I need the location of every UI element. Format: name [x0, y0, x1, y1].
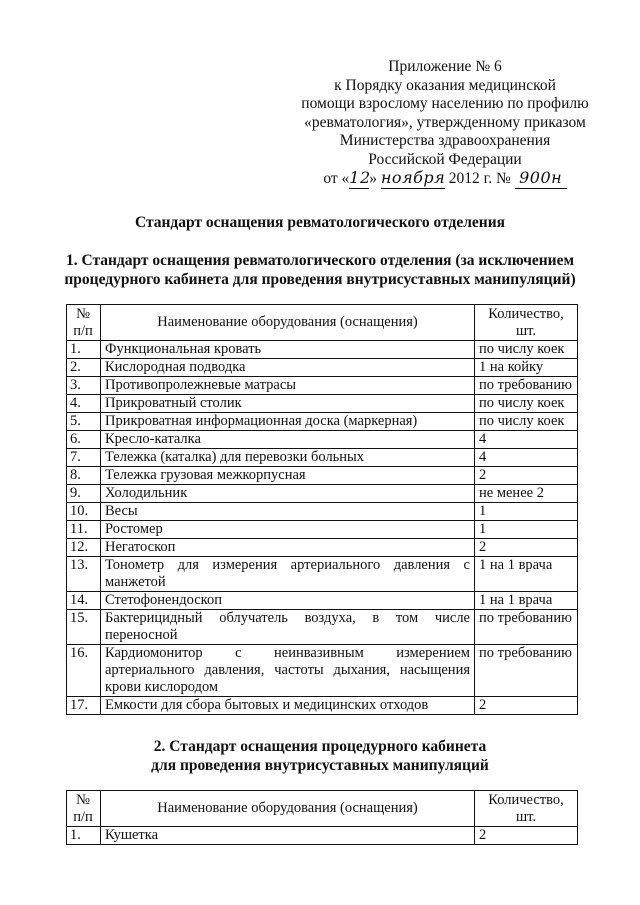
- equipment-name: Противопролежневые матрасы: [101, 377, 475, 395]
- handwritten-day: 12: [349, 168, 371, 187]
- equipment-quantity: по числу коек: [475, 341, 578, 359]
- row-number: 7.: [67, 449, 101, 467]
- equipment-quantity: по требованию: [475, 610, 578, 645]
- equipment-quantity: по числу коек: [475, 413, 578, 431]
- equipment-quantity: 2: [475, 467, 578, 485]
- equipment-name: Кресло-каталка: [101, 431, 475, 449]
- equipment-quantity: по требованию: [475, 645, 578, 697]
- equipment-name: Кушетка: [101, 827, 475, 845]
- header-line-5: Министерства здравоохранения: [339, 132, 551, 149]
- equipment-quantity: 1: [475, 521, 578, 539]
- section-2-title-line-1: 2. Стандарт оснащения процедурного кабинета: [153, 738, 487, 755]
- table-row: [67, 395, 578, 413]
- equipment-quantity: 2: [475, 539, 578, 557]
- handwritten-order-number: 900н: [515, 169, 567, 189]
- equipment-quantity: 4: [475, 449, 578, 467]
- equipment-table-2: [66, 790, 578, 845]
- row-number: 11.: [67, 521, 101, 539]
- equipment-quantity: 1: [475, 503, 578, 521]
- equipment-name: Тонометр для измерения артериального давления с манжетой: [101, 557, 475, 592]
- handwritten-month: ноября: [380, 168, 446, 187]
- equipment-name: Весы: [101, 503, 475, 521]
- equipment-name: Бактерицидный облучатель воздуха, в том числе переносной: [101, 610, 475, 645]
- row-number: 1.: [67, 341, 101, 359]
- column-header-quantity: Количество, шт.: [475, 305, 578, 341]
- row-number: 13.: [67, 557, 101, 592]
- date-prefix: от «: [323, 170, 350, 187]
- table-row: [67, 645, 578, 697]
- header-line-6: Российской Федерации: [368, 150, 522, 168]
- section-1-title-line-1: 1. Стандарт оснащения ревматологического отделения (за исключением: [65, 252, 575, 269]
- equipment-name: Прикроватный столик: [101, 395, 475, 413]
- equipment-name: Функциональная кровать: [101, 341, 475, 359]
- table-row: [67, 431, 578, 449]
- equipment-name: Емкости для сбора бытовых и медицинских отходов: [101, 697, 475, 715]
- row-number: 4.: [67, 395, 101, 413]
- row-number: 3.: [67, 377, 101, 395]
- table-row: [67, 610, 578, 645]
- row-number: 6.: [67, 431, 101, 449]
- date-mid: »: [369, 170, 378, 187]
- equipment-quantity: 2: [475, 827, 578, 845]
- equipment-name: Ростомер: [101, 521, 475, 539]
- equipment-quantity: по требованию: [475, 377, 578, 395]
- table-row: [67, 539, 578, 557]
- table-row: [67, 592, 578, 610]
- section-1-title: [0, 251, 640, 289]
- date-year: 2012 г. №: [448, 170, 511, 187]
- equipment-name: Негатоскоп: [101, 539, 475, 557]
- table-row: [67, 449, 578, 467]
- equipment-quantity: 1 на 1 врача: [475, 557, 578, 592]
- row-number: 1.: [67, 827, 101, 845]
- equipment-name: Холодильник: [101, 485, 475, 503]
- equipment-name: Прикроватная информационная доска (маркерная): [101, 413, 475, 431]
- equipment-quantity: не менее 2: [475, 485, 578, 503]
- row-number: 2.: [67, 359, 101, 377]
- document-title: Стандарт оснащения ревматологического отделения: [134, 214, 506, 231]
- row-number: 12.: [67, 539, 101, 557]
- equipment-name: Кардиомонитор с неинвазивным измерением артериального давления, частоты дыхания, насыщения крови кислородом: [101, 645, 475, 697]
- table-row: [67, 359, 578, 377]
- row-number: 5.: [67, 413, 101, 431]
- equipment-name: Тележка (каталка) для перевозки больных: [101, 449, 475, 467]
- equipment-quantity: 1 на 1 врача: [475, 592, 578, 610]
- table-row: [67, 485, 578, 503]
- equipment-name: Стетофонендоскоп: [101, 592, 475, 610]
- table-row: [67, 827, 578, 845]
- equipment-name: Тележка грузовая межкорпусная: [101, 467, 475, 485]
- equipment-table-1: [66, 304, 578, 715]
- equipment-quantity: 1 на койку: [475, 359, 578, 377]
- section-2-title: [0, 737, 640, 775]
- table-row: [67, 377, 578, 395]
- appendix-header: [300, 58, 590, 189]
- row-number: 9.: [67, 485, 101, 503]
- table-row: [67, 341, 578, 359]
- equipment-quantity: 4: [475, 431, 578, 449]
- column-header-number: № п/п: [67, 791, 101, 827]
- equipment-quantity: по числу коек: [475, 395, 578, 413]
- order-date-line: [300, 169, 590, 189]
- row-number: 8.: [67, 467, 101, 485]
- row-number: 16.: [67, 645, 101, 697]
- appendix-number: Приложение № 6: [388, 58, 502, 75]
- row-number: 14.: [67, 592, 101, 610]
- section-2-title-line-2: для проведения внутрисуставных манипуляций: [151, 757, 489, 774]
- equipment-quantity: 2: [475, 697, 578, 715]
- table-row: [67, 503, 578, 521]
- equipment-name: Кислородная подводка: [101, 359, 475, 377]
- row-number: 15.: [67, 610, 101, 645]
- header-line-4: «ревматология», утвержденному приказом: [304, 113, 586, 131]
- column-header-name: Наименование оборудования (оснащения): [101, 305, 475, 341]
- table-row: [67, 697, 578, 715]
- section-1-title-line-2: процедурного кабинета для проведения внутрисуставных манипуляций): [64, 271, 576, 288]
- row-number: 10.: [67, 503, 101, 521]
- table-row: [67, 557, 578, 592]
- column-header-name: Наименование оборудования (оснащения): [101, 791, 475, 827]
- row-number: 17.: [67, 697, 101, 715]
- header-line-2: к Порядку оказания медицинской: [334, 76, 556, 94]
- column-header-quantity: Количество, шт.: [475, 791, 578, 827]
- table-row: [67, 413, 578, 431]
- header-line-3: помощи взрослому населению по профилю: [301, 95, 589, 112]
- table-row: [67, 467, 578, 485]
- table-row: [67, 521, 578, 539]
- column-header-number: № п/п: [67, 305, 101, 341]
